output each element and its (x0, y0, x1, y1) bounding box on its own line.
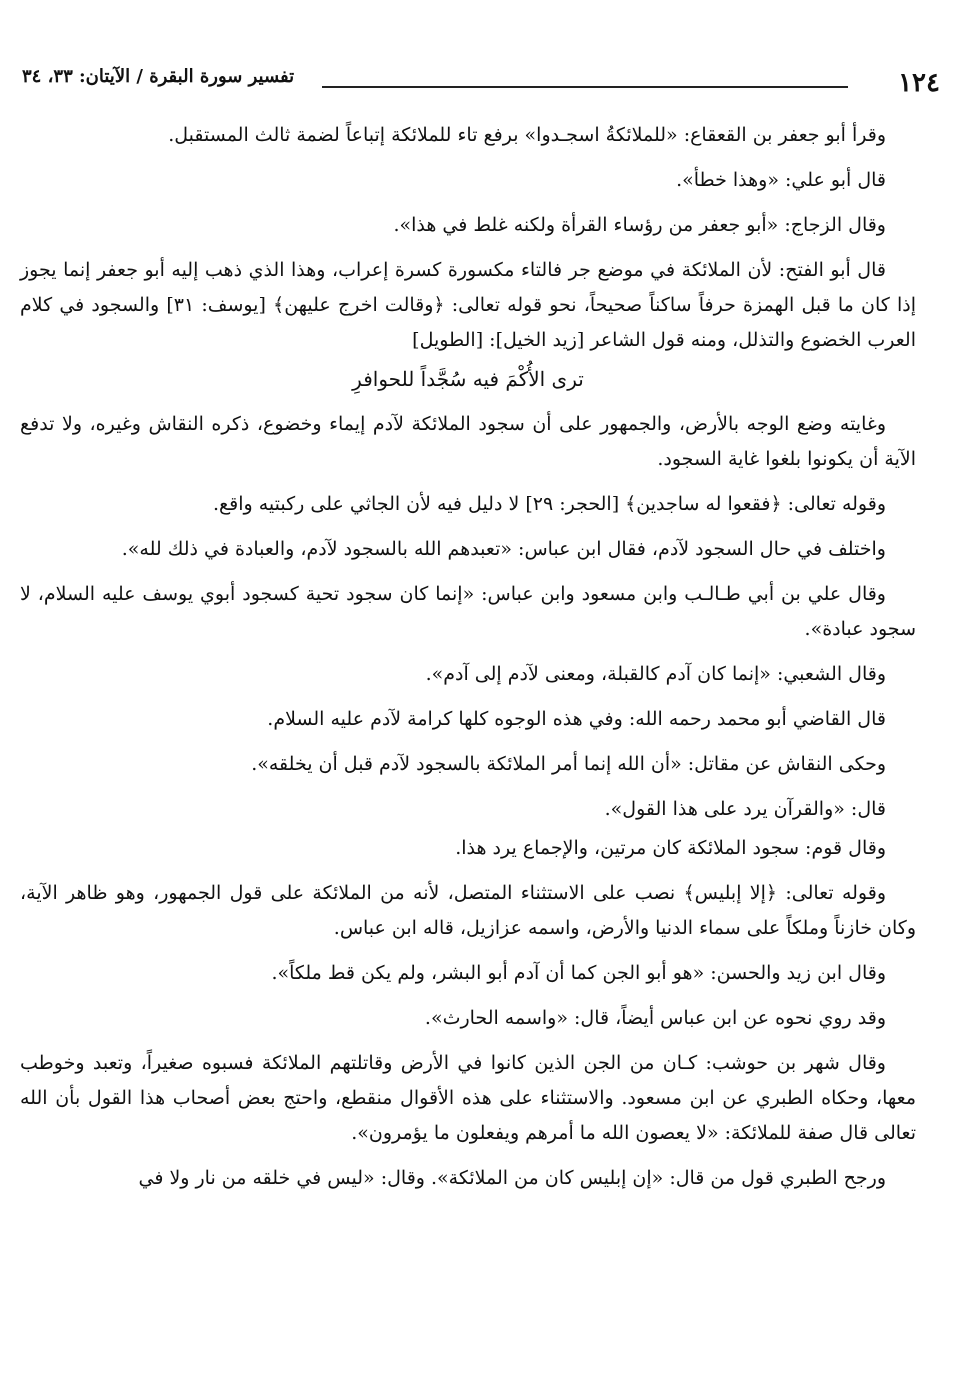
paragraph-13: وقال قوم: سجود الملائكة كان مرتين، والإجماع يرد هذا. (455, 837, 886, 859)
paragraph-14: وقوله تعالى: ﴿إلا إبليس﴾ نصب على الاستثناء المتصل، لأنه من الملائكة على قول الجمهور، وهو ظاهر الآية، وكان خازناً وملكاً على سماء الدنيا والأرض، واسمه عزازيل، قاله ابن عباس. (20, 882, 916, 939)
page-body (20, 118, 916, 1206)
header-rule (322, 86, 848, 88)
paragraph-15: وقال ابن زيد والحسن: «هو أبو الجن كما أن آدم أبو البشر، ولم يكن قط ملكاً». (271, 962, 886, 984)
paragraph-1: وقرأ أبو جعفر بن القعقاع: «للملائكةُ اسجـدوا» برفع تاء للملائكة إتباعاً لضمة ثالث المستقبل. (168, 124, 886, 146)
paragraph-12: قال: «والقرآن يرد على هذا القول». (604, 798, 886, 820)
paragraph-2: قال أبو علي: «وهذا خطأ». (676, 169, 886, 191)
paragraph-17: وقال شهر بن حوشب: كـان من الجن الذين كانوا في الأرض وقاتلتهم الملائكة فسبوه صغيراً، وتعبد وخوطب معها، وحكاه الطبري عن ابن مسعود. والاستثناء على هذه الأقوال منقطع، واحتج بعض أصحاب هذا القول بأن الله تعالى قال صفة للملائكة: «لا يعصون الله ما أمرهم ويفعلون ما يؤمرون». (20, 1052, 916, 1144)
paragraph-4: قال أبو الفتح: لأن الملائكة في موضع جر فالتاء مكسورة كسرة إعراب، وهذا الذي ذهب إليه أبو جعفر إنما يجوز إذا كان ما قبل الهمزة حرفاً ساكناً صحيحاً، نحو قوله تعالى: ﴿وقالت اخرج عليهن﴾ [يوسف: ٣١] والسجود في كلام العرب الخضوع والتذلل، ومنه قول الشاعر [زيد الخيل]: [الطويل] (20, 259, 916, 351)
paragraph-8: وقال علي بن أبي طـالـب وابن مسعود وابن عباس: «إنما كان سجود تحية كسجود أبوي يوسف عليه السلام، لا سجود عبادة». (20, 583, 916, 640)
paragraph-7: واختلف في حال السجود لآدم، فقال ابن عباس: «تعبدهم الله بالسجود لآدم، والعبادة في ذلك لله». (121, 538, 886, 560)
paragraph-5: وغايته وضع الوجه بالأرض، والجمهور على أن سجود الملائكة لآدم إيماء وخضوع، ذكره النقاش وغيره، ولا تدفع الآية أن يكونوا بلغوا غاية السجود. (20, 413, 916, 470)
paragraph-16: وقد روي نحوه عن ابن عباس أيضاً، قال: «واسمه الحارث». (424, 1007, 886, 1029)
paragraph-6: وقوله تعالى: ﴿فقعوا له ساجدين﴾ [الحجر: ٢٩] لا دليل فيه لأن الجاثي على ركبتيه واقع. (213, 493, 886, 515)
poetry-verse: ترى الأُكْمَ فيه سُجَّداً للحوافرِ (352, 367, 584, 391)
paragraph-3: وقال الزجاج: «أبو جعفر من رؤساء القرأة ولكنه غلط في هذا». (393, 214, 886, 236)
running-title: تفسير سورة البقرة / الآيتان: ٣٣، ٣٤ (22, 66, 295, 87)
page-header (22, 62, 940, 98)
paragraph-18: ورجح الطبري قول من قال: «إن إبليس كان من الملائكة». وقال: «ليس في خلقه من نار ولا في (138, 1167, 886, 1189)
paragraph-10: قال القاضي أبو محمد رحمه الله: وفي هذه الوجوه كلها كرامة لآدم عليه السلام. (267, 708, 886, 730)
page-number: ١٢٤ (898, 68, 940, 98)
paragraph-9: وقال الشعبي: «إنما كان آدم كالقبلة، ومعنى لآدم إلى آدم». (425, 663, 886, 685)
paragraph-11: وحكى النقاش عن مقاتل: «أن الله إنما أمر الملائكة بالسجود لآدم قبل أن يخلقه». (251, 753, 886, 775)
